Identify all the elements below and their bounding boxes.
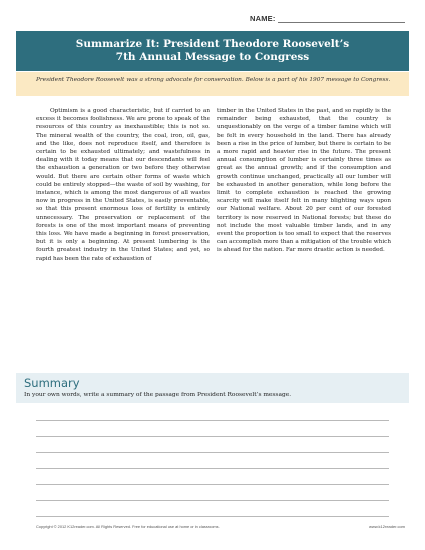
title-line-1: Summarize It: President Theodore Roosevelt’s [75, 38, 350, 50]
writing-line[interactable] [36, 420, 389, 421]
passage-right-column: timber in the United States in the past, and so rapidly is the remainder being exhausted, that the country is unquestionably on the verge of a timber famine which will be felt in every household in the land. There has already been a rise in the price of lumber, but there is certain to be a more rapid and heavier rise in the future. The present annual consumption of lumber is certainly three times as great as the annual growth; and if the consumption and growth continue unchanged, practically all our lumber will be exhausted in another generation, while long before the limit to complete exhaustion is reached the growing scarcity will make itself felt in many blighting ways upon our National welfare. About 20 per cent of our forested territory is now reserved in National forests; but these do not include the most valuable timber lands, and in any event the proportion is too small to expect that the reserves can accomplish more than a mitigation of the trouble which is ahead for the nation. Far more drastic action is needed. [217, 108, 391, 254]
name-label: NAME: [250, 14, 276, 23]
name-field[interactable] [250, 14, 405, 26]
writing-line[interactable] [36, 468, 389, 469]
writing-line[interactable] [36, 516, 389, 517]
title-banner [16, 31, 409, 71]
summary-prompt: In your own words, write a summary of the passage from President Roosevelt’s message. [24, 392, 292, 398]
writing-line[interactable] [36, 484, 389, 485]
intro-box [16, 72, 409, 96]
footer-site-link[interactable]: www.k12reader.com [368, 524, 405, 529]
summary-header [16, 373, 409, 403]
title-line-2: 7th Annual Message to Congress [115, 51, 310, 63]
name-line[interactable] [278, 22, 405, 23]
writing-line[interactable] [36, 436, 389, 437]
passage-left-column: Optimism is a good characteristic, but if carried to an excess it becomes foolishness. We are prone to speak of the resources of this country as inexhaustible; this is not so. The mineral wealth of the country, the coal, iron, oil, gas, and the like, does not reproduce itself, and therefore is certain to be exhausted ultimately; and wastefulness in dealing with it today means that our descendants will feel the exhaustion a generation or two before they otherwise would. But there are certain other forms of waste which could be entirely stopped—the waste of soil by washing, for instance, which is among the most dangerous of all wastes now in progress in the United States, is easily preventable, so that this present enormous loss of fertility is entirely unnecessary. The preservation or replacement of the forests is one of the most important means of preventing this loss. We have made a beginning in forest preservation, but it is only a beginning. At present lumbering is the fourth greatest industry in the United States; and yet, so rapid has been the rate of exhaustion of [36, 108, 210, 262]
intro-text: President Theodore Roosevelt was a strong advocate for conservation. Below is a part of his 1907 message to Congress. [36, 77, 391, 83]
writing-line[interactable] [36, 452, 389, 453]
writing-line[interactable] [36, 500, 389, 501]
footer-copyright: Copyright © 2012 K12reader.com. All Rights Reserved. Free for educational use at home or in classrooms. [36, 524, 220, 529]
summary-heading: Summary [24, 376, 80, 390]
